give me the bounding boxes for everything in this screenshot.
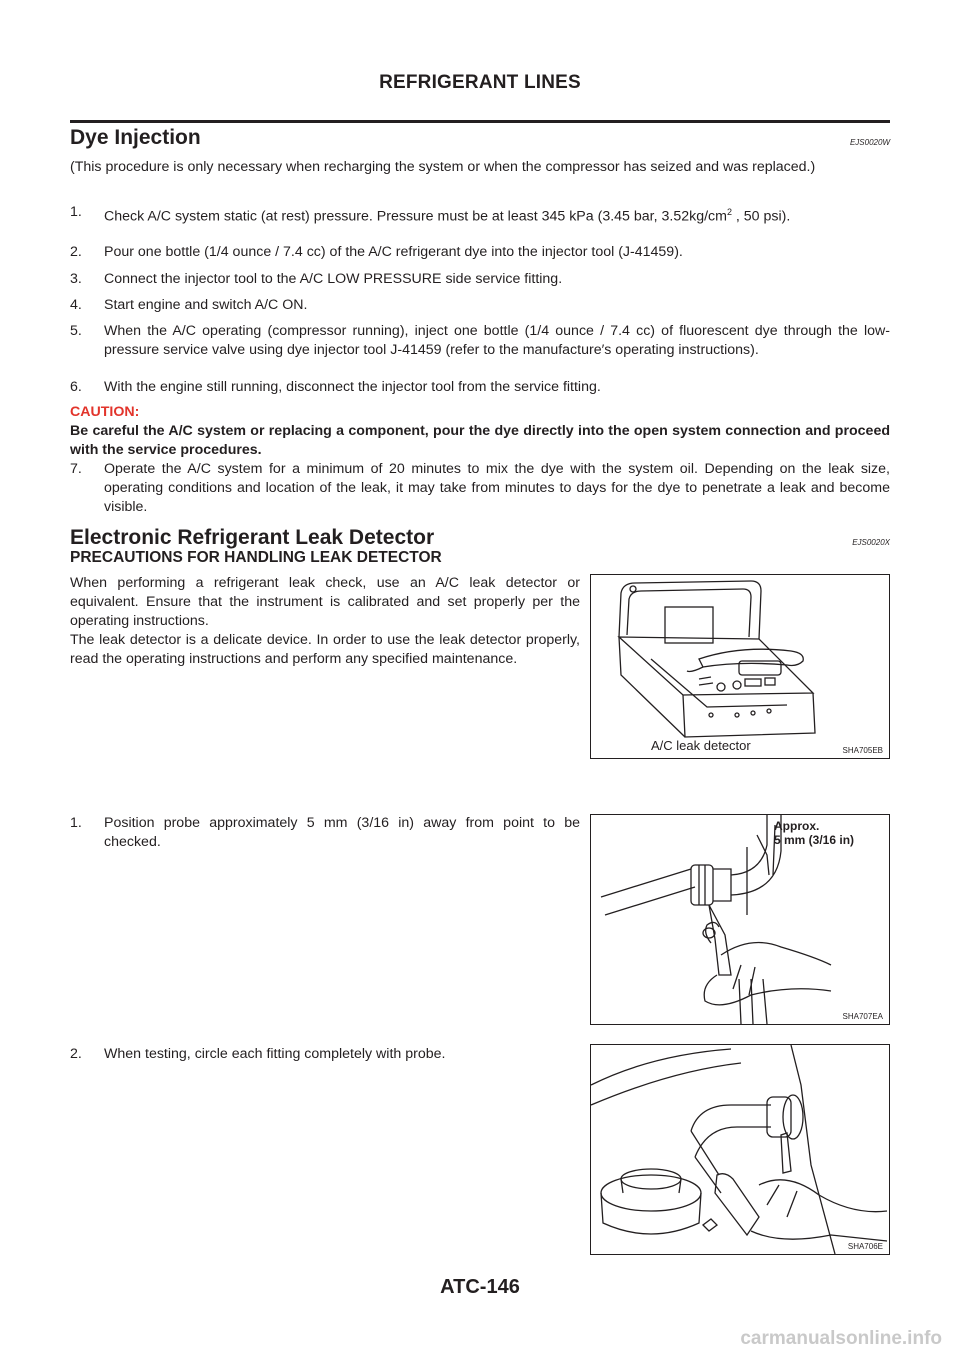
section-title-leak-detector: Electronic Refrigerant Leak Detector [70, 526, 435, 549]
step-text: With the engine still running, disconnect the injector tool from the service fitting. [104, 379, 601, 395]
step-text: When the A/C operating (compressor running), inject one bottle (1/4 ounce / 7.4 cc) of fluorescent dye through the low-pressure service valve using dye injector tool J-41459 (refer to the manufacture′s operating instructions). [104, 323, 890, 358]
watermark: carmanualsonline.info [740, 1328, 942, 1349]
distance-label-line1: Approx. [774, 819, 820, 833]
detector-step-1 [70, 814, 580, 852]
step-text: Start engine and switch A/C ON. [104, 297, 308, 313]
dye-intro: (This procedure is only necessary when recharging the system or when the compressor has seized and was replaced.) [70, 159, 816, 175]
detector-para-1: When performing a refrigerant leak check, use an A/C leak detector or equivalent. Ensure that the instrument is calibrated and set properly per the operating instructions. [70, 575, 580, 629]
dye-step-5 [70, 322, 890, 360]
figure-probe-distance [590, 814, 890, 1025]
header-rule [70, 120, 890, 123]
section-code-detector: EJS0020X [852, 538, 890, 547]
section-title-dye-injection: Dye Injection [70, 126, 201, 149]
step-number: 5. [70, 323, 82, 339]
figure-leak-detector [590, 574, 890, 759]
step-text: Position probe approximately 5 mm (3/16 in) away from point to be checked. [104, 815, 580, 850]
leak-detector-illustration [591, 575, 889, 758]
section-code-dye: EJS0020W [849, 138, 890, 147]
figure-circle-fitting [590, 1044, 890, 1255]
step-number: 6. [70, 379, 82, 395]
step-number: 2. [70, 244, 82, 260]
step-text: When testing, circle each fitting completely with probe. [104, 1046, 446, 1062]
caution-label: CAUTION: [70, 404, 140, 420]
step-number: 1. [70, 815, 82, 831]
step-text: Connect the injector tool to the A/C LOW PRESSURE side service fitting. [104, 271, 563, 287]
dye-step-3 [70, 270, 890, 289]
step-number: 7. [70, 461, 82, 477]
figure-caption: A/C leak detector [651, 738, 751, 753]
figure-code: SHA706E [847, 1242, 883, 1251]
subsection-title-precautions: PRECAUTIONS FOR HANDLING LEAK DETECTOR [70, 549, 442, 566]
caution-text: Be careful the A/C system or replacing a component, pour the dye directly into the open system connection and proceed with the service procedures. [70, 423, 890, 458]
step-text: Pour one bottle (1/4 ounce / 7.4 cc) of the A/C refrigerant dye into the injector tool (J-41459). [104, 244, 683, 260]
dye-step-1 [70, 203, 890, 227]
step-number: 3. [70, 271, 82, 287]
dye-step-7 [70, 460, 890, 517]
step-text: Check A/C system static (at rest) pressure. Pressure must be at least 345 kPa (3.45 bar, $3.52kg/cm^2$ , 50 psi). [104, 207, 791, 225]
step-number: 4. [70, 297, 82, 313]
dye-step-2 [70, 243, 890, 262]
step-number: 1. [70, 204, 82, 220]
superscript: 2 [726, 207, 732, 217]
figure-code: SHA707EA [842, 1012, 883, 1021]
circle-fitting-illustration [591, 1045, 889, 1254]
dye-step-4 [70, 296, 890, 315]
figure-code: SHA705EB [842, 746, 883, 755]
page-header-title: REFRIGERANT LINES [379, 72, 581, 93]
step-text: Operate the A/C system for a minimum of 20 minutes to mix the dye with the system oil. Depending on the leak size, operating conditions and location of the leak, it may take from minutes to days for the dye to penetrate a leak and become visible. [104, 461, 890, 515]
page-number: ATC-146 [440, 1276, 520, 1298]
distance-label-line2: 5 mm (3/16 in) [774, 833, 855, 847]
step-number: 2. [70, 1046, 82, 1062]
detector-step-2 [70, 1045, 580, 1064]
detector-para-2: The leak detector is a delicate device. In order to use the leak detector properly, read the operating instructions and perform any specified maintenance. [70, 632, 580, 667]
dye-step-6 [70, 378, 890, 397]
